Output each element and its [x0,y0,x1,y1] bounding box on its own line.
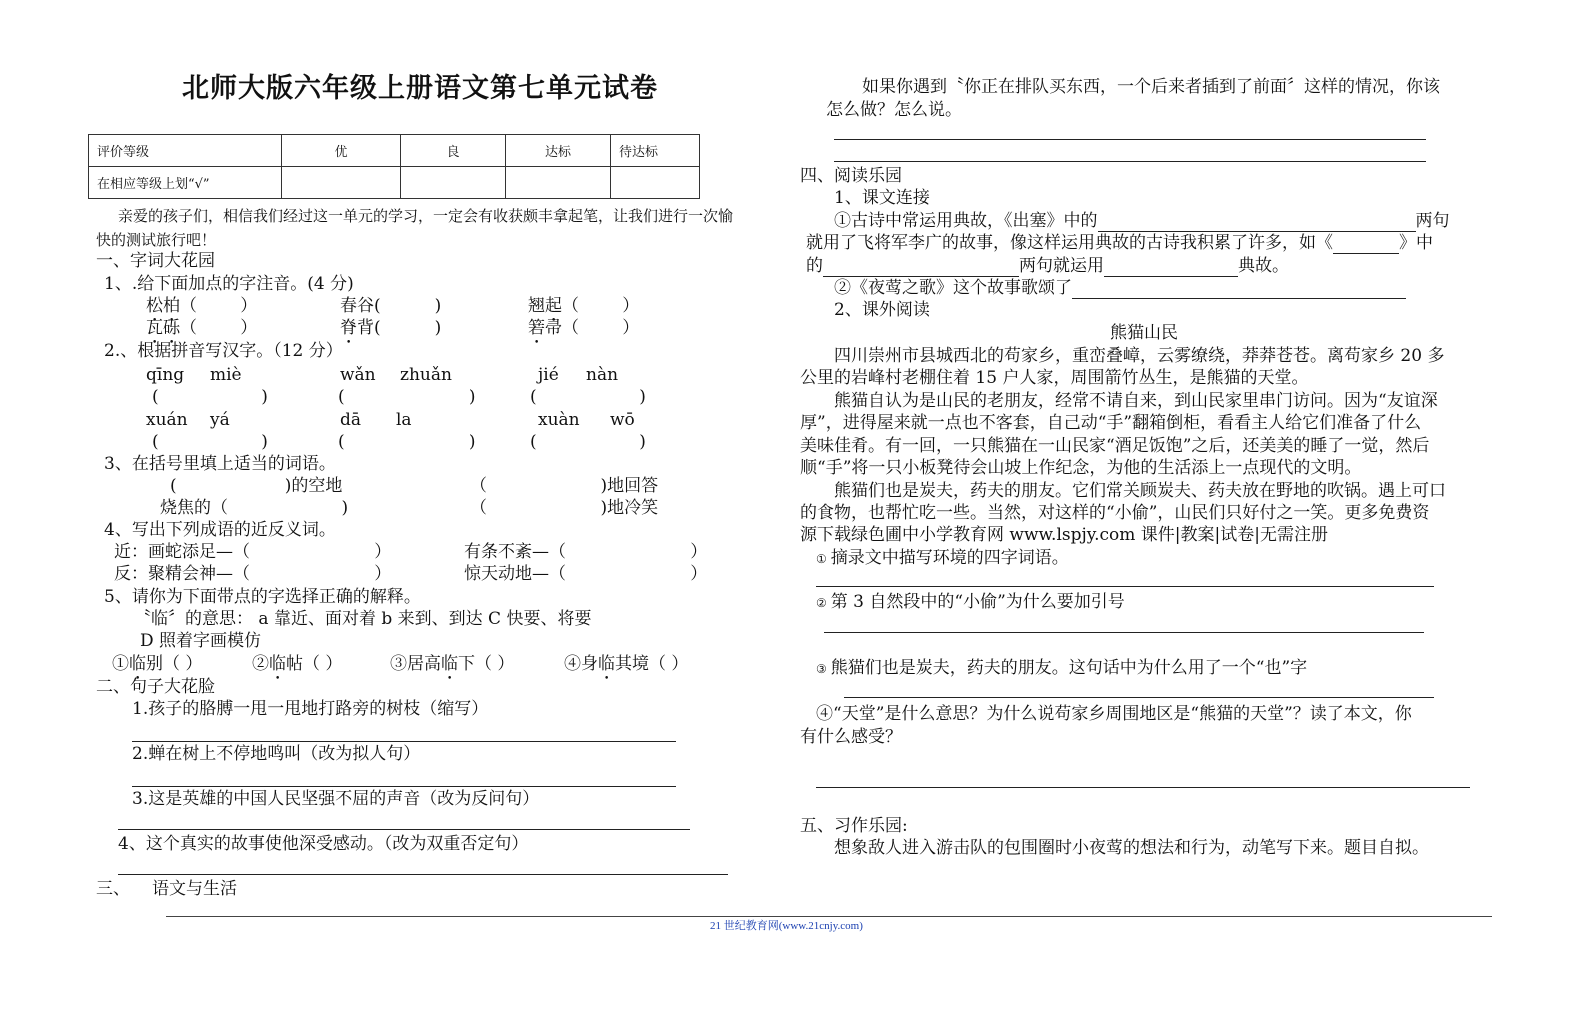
blank-dala[interactable]: ( ) [338,432,476,452]
q5-opt-4-rest: 其境（ ） [615,654,689,674]
intro-line-1: 亲爱的孩子们，相信我们经过这一单元的学习，一定会有收获颇丰拿起笔，让我们进行一次愉 [118,207,734,225]
s4-a3-text: 的 [806,256,823,276]
s4-qc [816,657,1307,679]
q4-anti-a-text: 反：聚精会神—（ [114,564,250,584]
s4-qa-answer-line[interactable] [816,586,1434,587]
passage-p2-l4: 顺“手”将一只小板凳待会山坡上作纪念，为他的生活添上一点现代的文明。 [800,458,1362,478]
q3-blank-a[interactable]: ( )的空地 [170,476,343,496]
q3-text-d: )地冷笑 [600,498,659,518]
q5-opt-1-num: ① [112,654,129,674]
grade-excellent[interactable]: 优 [282,135,401,167]
section-1-heading: 一、字词大花园 [96,251,215,271]
pinyin-ya: yá [210,410,230,430]
q4-anti-b[interactable]: 惊天动地—（ ） [464,564,708,584]
s4-sub-2: 2、课外阅读 [834,300,930,320]
pinyin-xuan2: xuàn [538,410,580,430]
q5-opt-4-pre: ④身 [564,654,598,674]
s4-qd-l1: ④“天堂”是什么意思？为什么说苟家乡周围地区是“熊猫的天堂”？读了本文，你 [816,704,1412,724]
q5-label: 5、请你为下面带点的字选择正确的解释。 [104,587,421,607]
q3-blank-c[interactable]: 烧焦的（ ) [160,498,349,518]
q3-label: 3、在括号里填上适当的词语。 [104,454,336,474]
q1-word-songbai: 松柏 [146,296,180,316]
s4-qc-text: 熊猫们也是炭夫，药夫的朋友。这句话中为什么用了一个“也”字 [830,658,1308,678]
q5-meaning-2: D 照着字画模仿 [140,631,262,651]
q4-near-b[interactable]: 有条不紊—（ ） [464,542,708,562]
q5-opt-4-char: 临 [598,654,615,674]
s2-q3-answer-line[interactable] [118,829,690,830]
q5-opt-3-rest: 下（ ） [458,654,515,674]
section-3-heading: 语文与生活 [152,879,237,899]
grade-cell-good[interactable] [401,167,506,199]
q1-item-ruozhou: 箬帚（ ） [528,318,640,338]
q3-text-b: )地回答 [600,476,659,496]
q1-word-zhou: 帚 [545,318,562,338]
q4-anti-b-text: 惊天动地—（ [464,564,566,584]
q1-item-songbai: 松柏（ ） [146,296,258,316]
s4-qb-text: 第 3 自然段中的“小偷”为什么要加引号 [830,592,1125,612]
grade-cell-needs-work[interactable] [611,167,700,199]
q4-anti-a[interactable]: 反：聚精会神—（ ） [114,564,392,584]
grade-header-label: 评价等级 [89,135,282,167]
s4-qb-answer-line[interactable] [824,632,1424,633]
s2-q2-answer-line[interactable] [132,786,676,787]
s4-a1-text: ①古诗中常运用典故，《出塞》中的 [834,211,1098,231]
grade-row-instruction: 在相应等级上划“√” [89,167,282,199]
s3-line-2: 怎么做？怎么说。 [826,100,962,120]
pinyin-qing: qīng [146,365,185,385]
s4-a2 [806,232,1433,254]
s4-a1 [834,210,1450,232]
intro-line-2: 快的测试旅行吧！ [96,231,217,249]
grade-pass[interactable]: 达标 [506,135,611,167]
passage-p2-l1: 熊猫自认为是山民的老朋友，经常不请自来，到山民家里串门访问。因为“友谊深 [834,391,1438,411]
q1-word-qiao: 翘 [528,296,545,316]
grade-needs-work[interactable]: 待达标 [611,135,700,167]
q3-blank-b[interactable]: （ )地回答 [470,476,659,496]
passage-p2-l3: 美味佳肴。有一回，一只熊猫在一山民家“酒足饭饱”之后，还美美的睡了一觉，然后 [800,436,1430,456]
grade-cell-excellent[interactable] [282,167,401,199]
s4-a1-end: 两句 [1415,211,1450,231]
s4-qa [816,547,1069,569]
q1-item-qiaoqi: 翘起（ ） [528,296,640,316]
s4-a2-blank[interactable] [1333,235,1399,254]
s4-a2-end: 》中 [1399,233,1433,253]
s4-qc-answer-line[interactable] [844,697,1434,698]
s2-q4-answer-line[interactable] [118,874,728,875]
passage-p3-l3: 源下载绿色圃中小学教育网 www.lspjy.com 课件|教案|试卷|无需注册 [800,525,1328,545]
q1-item-wali: 瓦砾（ ） [146,318,258,338]
s4-a3-blank-2[interactable] [1104,258,1238,277]
pinyin-wan: wǎn [340,365,376,385]
q1-word-wali: 瓦砾 [146,318,180,338]
s4-qb-num: ② [816,595,827,610]
q1-word-chungu: 春谷( [340,296,381,316]
passage-p3-l1: 熊猫们也是炭夫，药夫的朋友。它们常关顾炭夫、药夫放在野地的吹锅。遇上可口 [834,481,1446,501]
q4-near-a-text: 近：画蛇添足—（ [114,542,250,562]
pinyin-nan: nàn [586,365,619,385]
s4-a4 [834,277,1406,299]
blank-wanzhuan[interactable]: ( ) [338,387,476,407]
q4-label: 4、写出下列成语的近反义词。 [104,520,336,540]
pinyin-mie: miè [210,365,242,385]
s4-qa-text: 摘录文中描写环境的四字词语。 [830,548,1069,568]
q3-text-a: )的空地 [284,476,343,496]
q3-text-c: 烧焦的（ [160,498,228,518]
s4-a1-blank[interactable] [1098,213,1416,232]
q5-opt-3[interactable] [390,653,514,684]
s4-a4-text: ②《夜莺之歌》这个故事歌颂了 [834,278,1072,298]
passage-p2-l2: 厚”，进得屋来就一点也不客套，自己动“手”翻箱倒柜，看看主人给它们准备了什么 [800,413,1422,433]
q2-label: 2.、根据拼音写汉字。（12 分） [104,341,343,361]
q5-opt-3-pre: ③居高 [390,654,441,674]
q1-word-bei: 背( [357,318,381,338]
blank-xuanwo[interactable]: ( ) [530,432,646,452]
s4-a2-text: 就用了飞将军李广的故事，像这样运用典故的古诗我积累了许多，如《 [806,233,1333,253]
s4-qb [816,591,1125,613]
s4-qc-num: ③ [816,661,827,676]
q1-item-jibei: 脊背( ) [340,318,442,338]
blank-qingmie[interactable]: ( ) [152,387,268,407]
s5-prompt: 想象敌人进入游击队的包围圈时小夜莺的想法和行为，动笔写下来。题目自拟。 [834,838,1429,858]
s4-a3-mid: 两句就运用 [1019,256,1104,276]
s4-a3-blank-1[interactable] [823,258,1019,277]
passage-title: 熊猫山民 [1110,323,1178,343]
pinyin-zhuan: zhuǎn [400,365,452,385]
s4-qd-l2: 有什么感受？ [800,727,902,747]
s2-q1: 1.孩子的胳膊一甩一甩地打路旁的树枝（缩写） [132,699,489,719]
s3-line-1: 如果你遇到〝你正在排队买东西，一个后来者插到了前面〞这样的情况，你该 [862,77,1440,97]
section-2-heading: 二、句子大花脸 [96,677,215,697]
s2-q1-answer-line[interactable] [132,741,676,742]
pinyin-wo: wō [610,410,635,430]
pinyin-la: la [396,410,412,430]
q5-opt-2-char: 临 [269,654,286,674]
s4-qd-answer-line[interactable] [816,787,1470,788]
q5-opt-2-rest: 帖（ ） [286,654,343,674]
pinyin-xuan: xuán [146,410,188,430]
blank-jienan[interactable]: ( ) [530,387,646,407]
grade-table [88,134,700,199]
q5-opt-3-char: 临 [441,654,458,674]
s3-answer-line-1[interactable] [834,139,1426,140]
footer-source: 21 世纪教育网(www.21cnjy.com) [710,920,863,932]
section-5-heading: 五、习作乐园: [800,816,908,836]
q3-blank-d[interactable]: （ )地冷笑 [470,498,659,518]
s3-answer-line-2[interactable] [834,161,1426,162]
s2-q2: 2.蝉在树上不停地鸣叫（改为拟人句） [132,744,421,764]
pinyin-jie: jié [538,365,559,385]
q5-opt-1-char: 临 [129,654,146,674]
passage-p1-l1: 四川崇州市县城西北的苟家乡，重峦叠嶂，云雾缭绕，莽莽苍苍。离苟家乡 20 多 [834,346,1445,366]
grade-cell-pass[interactable] [506,167,611,199]
page-title: 北师大版六年级上册语文第七单元试卷 [182,73,658,104]
q5-opt-1-rest: 别（ ） [146,654,203,674]
passage-p1-l2: 公里的岩峰村老棚住着 15 户人家，周围箭竹丛生，是熊猫的天堂。 [800,368,1309,388]
section-4-heading: 四、阅读乐园 [800,166,902,186]
q5-meaning: 〝临〞的意思： a 靠近、面对着 b 来到、到达 C 快要、将要 [134,609,592,629]
s2-q4: 4、这个真实的故事使他深受感动。（改为双重否定句） [118,834,529,854]
s4-sub-1: 1、课文连接 [834,188,930,208]
q5-opt-2[interactable] [252,653,342,684]
q1-label: 1、.给下面加点的字注音。(4 分) [104,274,354,294]
q1-item-chungu: 春谷( ) [340,296,442,316]
s4-a3 [806,255,1289,277]
q5-opt-4[interactable] [564,653,688,684]
q1-word-ruo: 箬 [528,318,545,338]
q1-word-qi: 起 [545,296,562,316]
blank-xuanya[interactable]: ( ) [152,432,268,452]
section-3-number: 三、 [96,879,130,899]
footer-divider [166,916,1492,917]
s4-a3-end: 典故。 [1238,256,1289,276]
s4-a4-blank[interactable] [1072,280,1406,299]
s2-q3: 3.这是英雄的中国人民坚强不屈的声音（改为反问句） [132,789,540,809]
q1-word-ji: 脊 [340,318,357,338]
grade-good[interactable]: 良 [401,135,506,167]
q5-opt-2-num: ② [252,654,269,674]
passage-p3-l2: 的食物，也帮忙吃一些。当然，对这样的“小偷”，山民们只好付之一笑。更多免费资 [800,503,1430,523]
s4-qa-num: ① [816,551,827,566]
pinyin-da: dā [340,410,362,430]
q4-near-a[interactable]: 近：画蛇添足—（ ） [114,542,392,562]
q4-near-b-text: 有条不紊—（ [464,542,566,562]
